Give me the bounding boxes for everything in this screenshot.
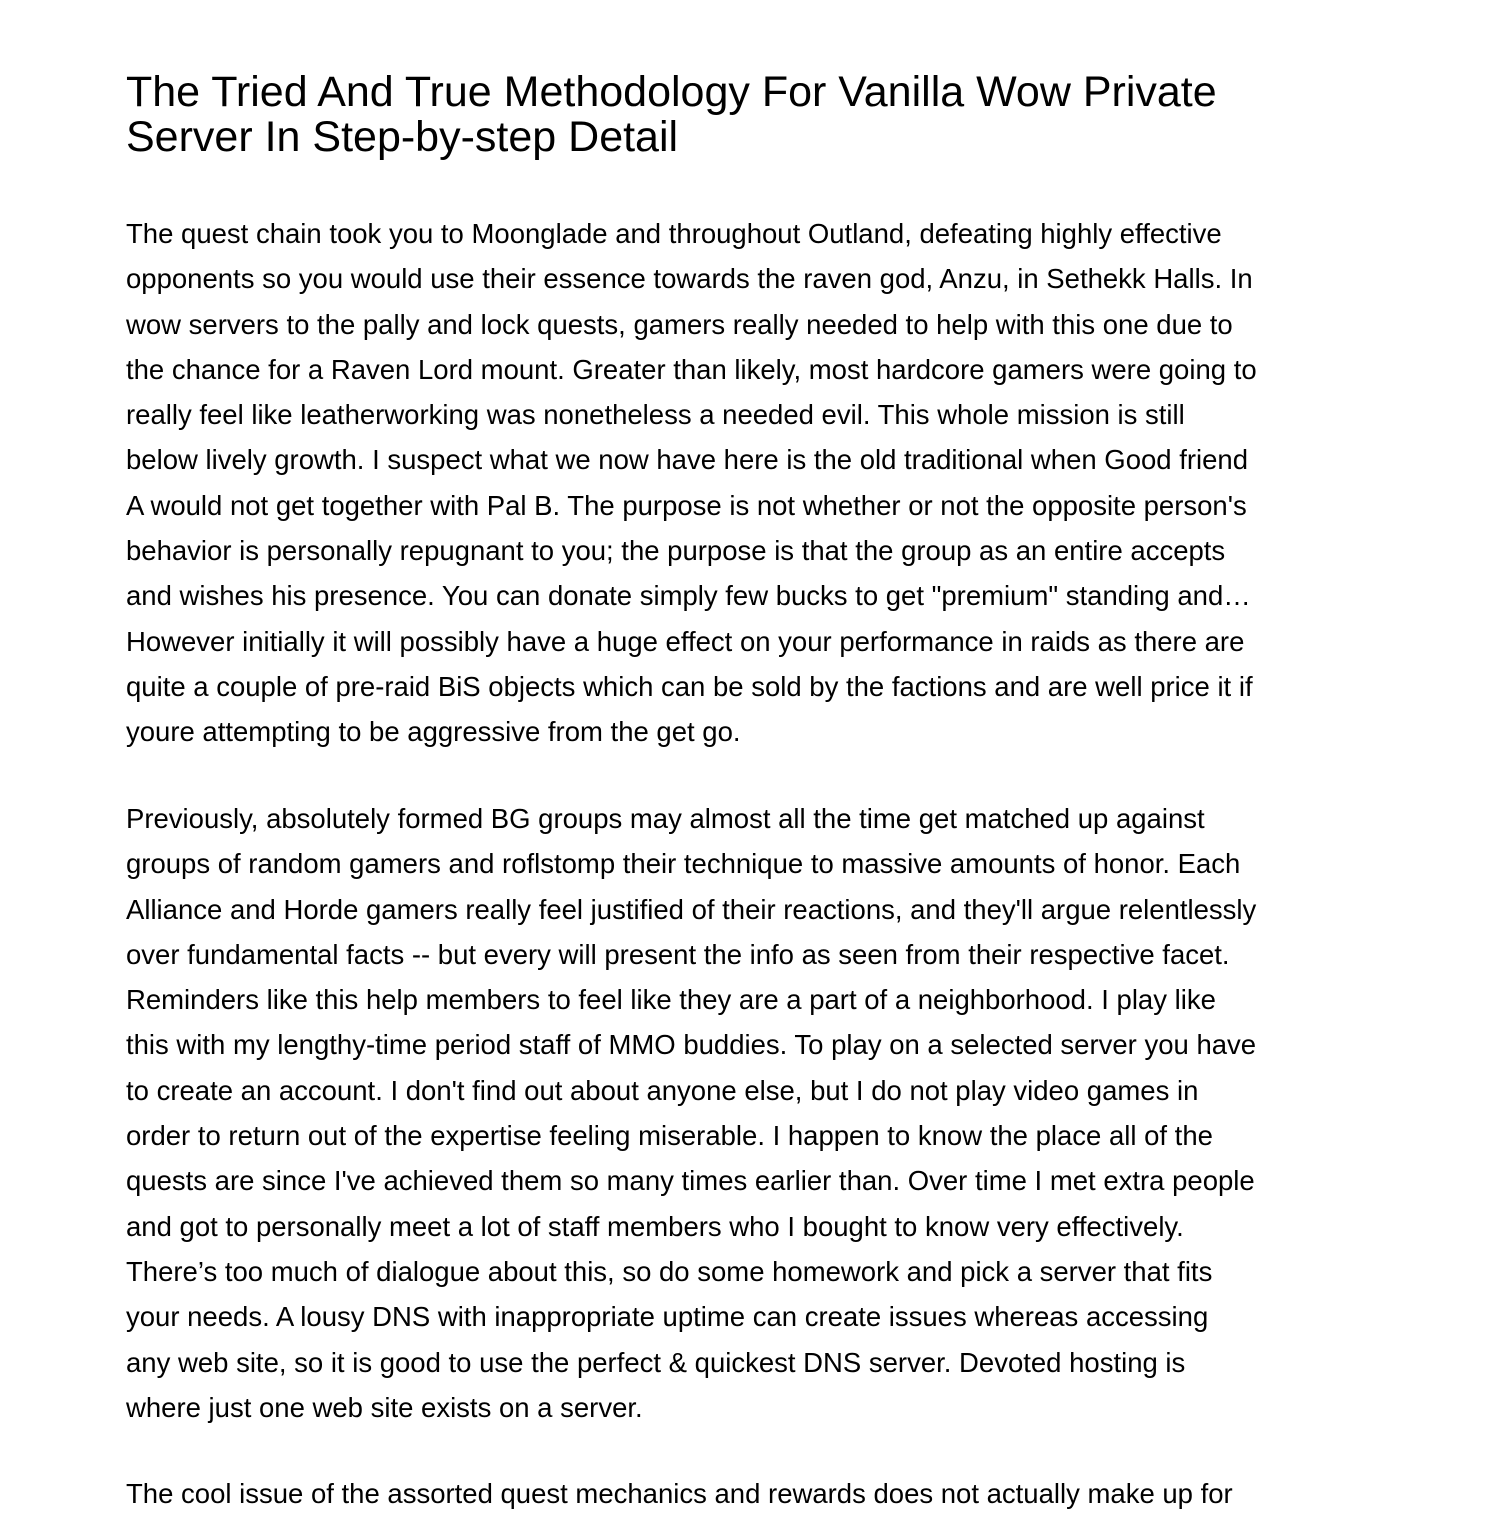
paragraph-line: quite a couple of pre-raid BiS objects which can be sold by the factions and are well price it if (126, 670, 1253, 702)
paragraph-line: The cool issue of the assorted quest mechanics and rewards does not actually make up for (126, 1478, 1233, 1509)
paragraph-line: over fundamental facts -- but every will present the info as seen from their respective facet. (126, 938, 1230, 970)
paragraph-line: any web site, so it is good to use the perfect & quickest DNS server. Devoted hosting is (126, 1346, 1186, 1378)
title-line: The Tried And True Methodology For Vanilla Wow Private (126, 68, 1217, 116)
paragraph-line: really feel like leatherworking was nonetheless a needed evil. This whole mission is still (126, 399, 1185, 431)
paragraph-line: groups of random gamers and roflstomp their technique to massive amounts of honor. Each (126, 848, 1241, 880)
paragraph-line: the chance for a Raven Lord mount. Greater than likely, most hardcore gamers were going to (126, 353, 1257, 385)
paragraph-line: where just one web site exists on a server. (126, 1391, 643, 1423)
title-line: Server In Step-by-step Detail (126, 113, 679, 161)
paragraph-line: your needs. A lousy DNS with inappropriate uptime can create issues whereas accessing (126, 1301, 1209, 1333)
paragraph-line: order to return out of the expertise feeling miserable. I happen to know the place all of the (126, 1120, 1213, 1152)
paragraph-line: behavior is personally repugnant to you; the purpose is that the group as an entire accepts (126, 535, 1226, 567)
paragraph-line: to create an account. I don't find out about anyone else, but I do not play video games in (126, 1074, 1199, 1106)
paragraph-line: below lively growth. I suspect what we now have here is the old traditional when Good friend (126, 444, 1249, 476)
paragraph-3 (126, 1471, 1233, 1516)
paragraph-line: There’s too much of dialogue about this, so do some homework and pick a server that fits (126, 1255, 1213, 1287)
paragraph-line: Previously, absolutely formed BG groups may almost all the time get matched up against (126, 803, 1205, 834)
paragraph-line: The quest chain took you to Moonglade and throughout Outland, defeating highly effective (126, 218, 1222, 249)
paragraph-line: A would not get together with Pal B. The purpose is not whether or not the opposite person's (126, 489, 1247, 521)
paragraph-line: youre attempting to be aggressive from the get go. (126, 716, 741, 748)
paragraph-line: wow servers to the pally and lock quests, gamers really needed to help with this one due to (126, 308, 1233, 340)
document-title (126, 70, 1217, 160)
paragraph-line: and got to personally meet a lot of staff members who I bought to know very effectively. (126, 1210, 1184, 1242)
paragraph-line: quests are since I've achieved them so many times earlier than. Over time I met extra people (126, 1165, 1255, 1197)
paragraph-line: opponents so you would use their essence towards the raven god, Anzu, in Sethekk Halls. In (126, 263, 1253, 295)
paragraph-2 (126, 796, 1256, 1430)
paragraph-line: Alliance and Horde gamers really feel justified of their reactions, and they'll argue relentlessly (126, 893, 1257, 925)
paragraph-line: this with my lengthy-time period staff of MMO buddies. To play on a selected server you have (126, 1029, 1257, 1061)
paragraph-line: Reminders like this help members to feel like they are a part of a neighborhood. I play like (126, 984, 1216, 1016)
paragraph-1 (126, 211, 1257, 755)
paragraph-line: and wishes his presence. You can donate simply few bucks to get "premium" standing and… (126, 580, 1251, 612)
paragraph-line: However initially it will possibly have a huge effect on your performance in raids as there are (126, 625, 1245, 657)
